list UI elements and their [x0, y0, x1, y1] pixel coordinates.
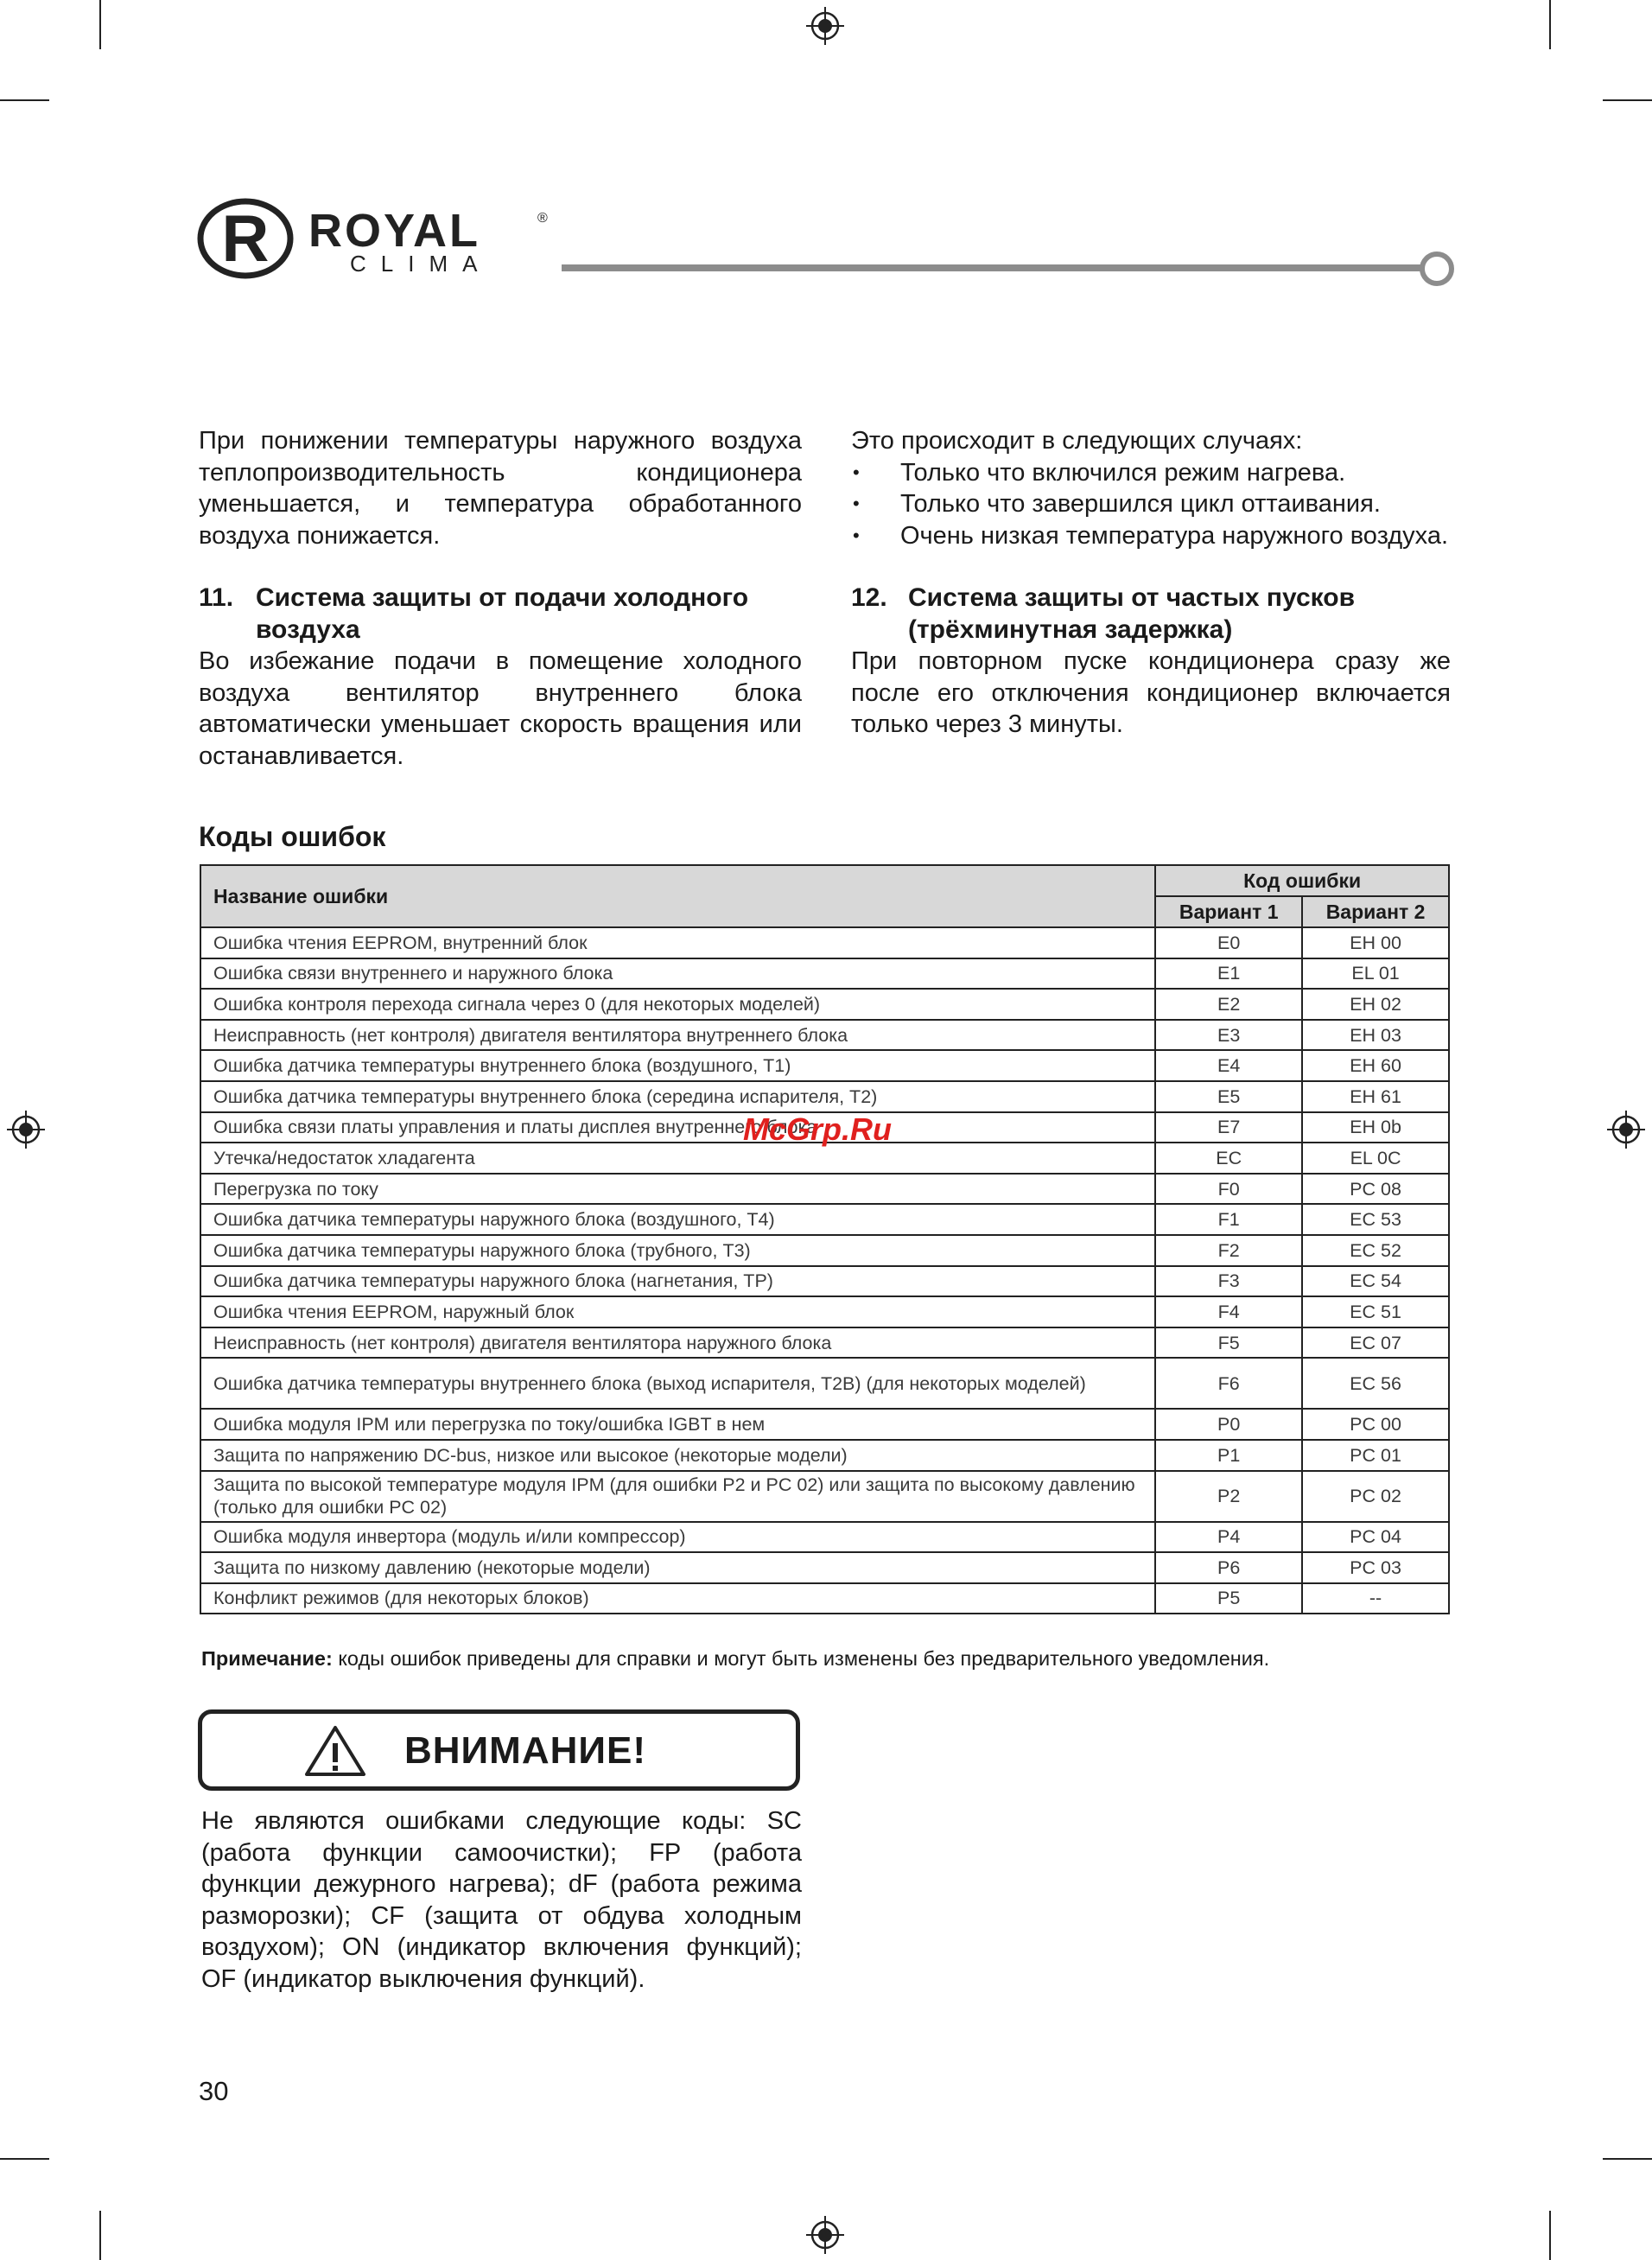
watermark: McGrp.Ru [743, 1111, 893, 1147]
variant-2-code-cell: PC 02 [1302, 1471, 1449, 1522]
variant-1-code-cell: F4 [1155, 1296, 1302, 1327]
table-row [200, 1471, 1449, 1522]
registration-mark-icon [806, 7, 844, 45]
crop-mark [1603, 99, 1652, 101]
table-row [200, 1583, 1449, 1614]
error-name-cell: Защита по напряжению DC-bus, низкое или высокое (некоторые модели) [200, 1440, 1155, 1471]
error-name-cell: Ошибка контроля перехода сигнала через 0 (для некоторых моделей) [200, 989, 1155, 1020]
error-name-cell: Ошибка чтения EEPROM, наружный блок [200, 1296, 1155, 1327]
section-number: 12. [851, 583, 887, 612]
warning-text: Не являются ошибками следующие коды: SC (работа функции самоочистки); FP (работа функции дежурного нагрева); dF (работа режима разморозки); CF (защита от обдува холодным воздухом); ON (индикатор включения функций); OF (индикатор выключения функций). [201, 1807, 802, 1993]
variant-1-code-cell: P2 [1155, 1471, 1302, 1522]
error-name-cell: Ошибка датчика температуры внутреннего блока (середина испарителя, T2) [200, 1081, 1155, 1112]
variant-2-code-cell: EH 03 [1302, 1020, 1449, 1051]
error-name-cell: Ошибка датчика температуры наружного блока (воздушного, T4) [200, 1204, 1155, 1235]
variant-2-code-cell: PC 08 [1302, 1174, 1449, 1205]
error-name-cell: Защита по низкому давлению (некоторые модели) [200, 1552, 1155, 1583]
section-11-heading [199, 583, 802, 646]
error-name-cell: Ошибка датчика температуры внутреннего блока (воздушного, T1) [200, 1050, 1155, 1081]
error-name-cell: Ошибка модуля IPM или перегрузка по току/ошибка IGBT в нем [200, 1409, 1155, 1440]
intro-paragraph: При понижении температуры наружного воздуха теплопроизводительность кондиционера уменьшается, и температура обработанного воздуха понижается. [199, 427, 802, 550]
crop-mark [99, 2211, 101, 2260]
error-name-cell: Ошибка датчика температуры внутреннего блока (выход испарителя, T2B) (для некоторых моделей) [200, 1358, 1155, 1409]
table-row [200, 1522, 1449, 1553]
variant-1-code-cell: EC [1155, 1143, 1302, 1174]
column-header-variant-1: Вариант 1 [1155, 896, 1302, 927]
error-name-cell: Неисправность (нет контроля) двигателя вентилятора внутреннего блока [200, 1020, 1155, 1051]
table-row [200, 1296, 1449, 1327]
variant-1-code-cell: E7 [1155, 1112, 1302, 1143]
variant-2-code-cell: PC 00 [1302, 1409, 1449, 1440]
warning-box [198, 1709, 800, 1791]
right-column [851, 425, 1451, 741]
crop-mark [1549, 2211, 1551, 2260]
variant-1-code-cell: P5 [1155, 1583, 1302, 1614]
registration-mark-icon [7, 1111, 45, 1149]
error-name-cell: Ошибка датчика температуры наружного блока (нагнетания, TP) [200, 1266, 1155, 1297]
table-row [200, 1204, 1449, 1235]
variant-2-code-cell: EC 56 [1302, 1358, 1449, 1409]
variant-2-code-cell: EC 52 [1302, 1235, 1449, 1266]
error-name-cell: Ошибка модуля инвертора (модуль и/или компрессор) [200, 1522, 1155, 1553]
table-row [200, 1174, 1449, 1205]
registration-mark-icon [1607, 1111, 1645, 1149]
variant-1-code-cell: E4 [1155, 1050, 1302, 1081]
variant-1-code-cell: F6 [1155, 1358, 1302, 1409]
list-item: • Только что включился режим нагрева. [851, 457, 1451, 489]
page-number: 30 [199, 2076, 229, 2106]
variant-1-code-cell: P4 [1155, 1522, 1302, 1553]
error-name-cell: Неисправность (нет контроля) двигателя вентилятора наружного блока [200, 1327, 1155, 1359]
table-note [201, 1647, 1269, 1671]
table-title: Коды ошибок [199, 821, 386, 852]
variant-2-code-cell: EC 51 [1302, 1296, 1449, 1327]
table-row [200, 1358, 1449, 1409]
table-row [200, 1552, 1449, 1583]
variant-2-code-cell: EH 00 [1302, 927, 1449, 958]
brand-name: ROYAL [308, 205, 481, 257]
variant-2-code-cell: EC 54 [1302, 1266, 1449, 1297]
variant-2-code-cell: -- [1302, 1583, 1449, 1614]
header-rule-end [1420, 251, 1454, 286]
error-name-cell: Утечка/недостаток хладагента [200, 1143, 1155, 1174]
cases-intro: Это происходит в следующих случаях: [851, 427, 1303, 455]
crop-mark [1549, 0, 1551, 49]
error-name-cell: Ошибка связи платы управления и платы дисплея внутреннего блока [200, 1112, 1155, 1143]
column-header-code: Код ошибки [1155, 865, 1449, 896]
variant-1-code-cell: E2 [1155, 989, 1302, 1020]
left-column [199, 425, 802, 772]
variant-1-code-cell: E0 [1155, 927, 1302, 958]
list-item: • Только что завершился цикл оттаивания. [851, 488, 1451, 520]
section-title: Система защиты от частых пусков (трёхминутная задержка) [908, 583, 1356, 644]
header-rule [562, 264, 1426, 271]
error-name-cell: Защита по высокой температуре модуля IPM (для ошибки P2 и PC 02) или защита по высокому давлению (только для ошибки PC 02) [200, 1471, 1155, 1522]
variant-2-code-cell: EC 53 [1302, 1204, 1449, 1235]
table-row [200, 1266, 1449, 1297]
column-header-name: Название ошибки [200, 865, 1155, 927]
variant-1-code-cell: E5 [1155, 1081, 1302, 1112]
logo-letter: R [221, 202, 270, 276]
variant-1-code-cell: F1 [1155, 1204, 1302, 1235]
table-row [200, 927, 1449, 958]
table-row [200, 1235, 1449, 1266]
variant-2-code-cell: EH 60 [1302, 1050, 1449, 1081]
warning-title: ВНИМАНИЕ! [404, 1729, 647, 1772]
error-name-cell: Конфликт режимов (для некоторых блоков) [200, 1583, 1155, 1614]
warning-triangle-icon [304, 1724, 366, 1778]
table-row [200, 1081, 1449, 1112]
section-12-text: При повторном пуске кондиционера сразу же после его отключения кондиционер включается только через 3 минуты. [851, 647, 1451, 738]
error-codes-table [200, 864, 1450, 1614]
note-text: коды ошибок приведены для справки и могут быть изменены без предварительного уведомления. [332, 1647, 1270, 1670]
variant-2-code-cell: EL 01 [1302, 958, 1449, 990]
variant-1-code-cell: E3 [1155, 1020, 1302, 1051]
variant-1-code-cell: P6 [1155, 1552, 1302, 1583]
table-row [200, 1440, 1449, 1471]
cases-list [851, 457, 1451, 552]
variant-2-code-cell: PC 04 [1302, 1522, 1449, 1553]
variant-1-code-cell: F3 [1155, 1266, 1302, 1297]
variant-2-code-cell: PC 03 [1302, 1552, 1449, 1583]
variant-2-code-cell: PC 01 [1302, 1440, 1449, 1471]
table-row [200, 1409, 1449, 1440]
section-11-text: Во избежание подачи в помещение холодного воздуха вентилятор внутреннего блока автоматически уменьшает скорость вращения или останавливается. [199, 647, 802, 770]
variant-2-code-cell: EH 02 [1302, 989, 1449, 1020]
variant-1-code-cell: F5 [1155, 1327, 1302, 1359]
variant-2-code-cell: EH 61 [1302, 1081, 1449, 1112]
crop-mark [0, 2158, 49, 2160]
section-number: 11. [199, 583, 234, 612]
column-header-variant-2: Вариант 2 [1302, 896, 1449, 927]
variant-1-code-cell: F2 [1155, 1235, 1302, 1266]
royal-clima-logo-icon [197, 197, 294, 280]
table-row [200, 1050, 1449, 1081]
error-name-cell: Перегрузка по току [200, 1174, 1155, 1205]
variant-1-code-cell: F0 [1155, 1174, 1302, 1205]
brand-subname: CLIMA [350, 251, 492, 277]
note-label: Примечание: [201, 1647, 333, 1670]
crop-mark [0, 99, 49, 101]
table-row [200, 1327, 1449, 1359]
crop-mark [99, 0, 101, 49]
registered-mark: ® [537, 211, 548, 226]
table-row [200, 989, 1449, 1020]
registration-mark-icon [806, 2216, 844, 2254]
variant-1-code-cell: E1 [1155, 958, 1302, 990]
variant-2-code-cell: EL 0C [1302, 1143, 1449, 1174]
error-name-cell: Ошибка связи внутреннего и наружного блока [200, 958, 1155, 990]
section-12-heading [851, 583, 1451, 646]
error-name-cell: Ошибка чтения EEPROM, внутренний блок [200, 927, 1155, 958]
variant-1-code-cell: P1 [1155, 1440, 1302, 1471]
variant-2-code-cell: EC 07 [1302, 1327, 1449, 1359]
table-row [200, 1020, 1449, 1051]
list-item: • Очень низкая температура наружного воздуха. [851, 520, 1451, 552]
variant-1-code-cell: P0 [1155, 1409, 1302, 1440]
error-name-cell: Ошибка датчика температуры наружного блока (трубного, T3) [200, 1235, 1155, 1266]
table-row [200, 958, 1449, 990]
section-title: Система защиты от подачи холодного воздуха [256, 583, 749, 644]
crop-mark [1603, 2158, 1652, 2160]
variant-2-code-cell: EH 0b [1302, 1112, 1449, 1143]
